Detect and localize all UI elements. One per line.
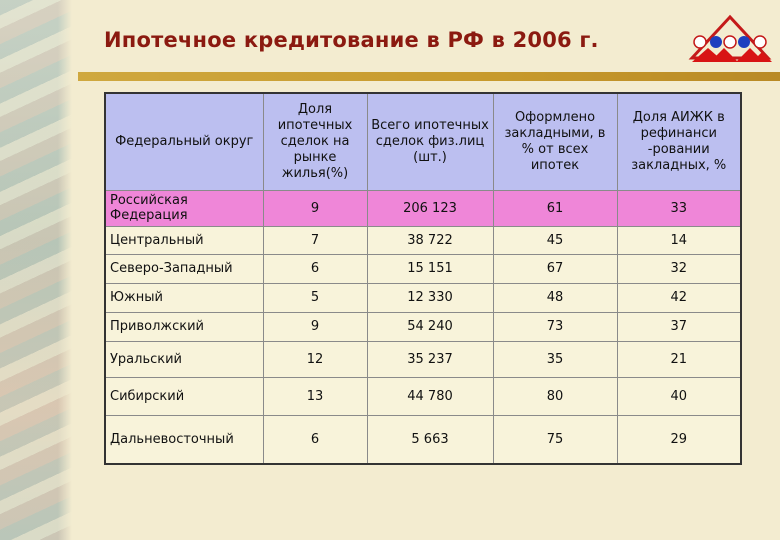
cell-aizhk-share: 14 <box>617 226 741 254</box>
cell-mortgage-share: 13 <box>263 377 367 415</box>
cell-mortgage-share: 6 <box>263 254 367 283</box>
cell-aizhk-share: 40 <box>617 377 741 415</box>
cell-mortgage-share: 7 <box>263 226 367 254</box>
cell-total-deals: 15 151 <box>367 254 493 283</box>
header-aizhk-refinancing-share: Доля АИЖК в рефинанси -ровании закладных, % <box>617 93 741 190</box>
house-figures-logo-icon <box>684 14 776 64</box>
table-row <box>105 226 741 254</box>
cell-district: Дальневосточный <box>105 415 263 464</box>
cell-district: Центральный <box>105 226 263 254</box>
cell-bonds-share: 61 <box>493 190 617 226</box>
cell-aizhk-share: 42 <box>617 283 741 312</box>
cell-district: Приволжский <box>105 312 263 341</box>
cell-aizhk-share: 32 <box>617 254 741 283</box>
header-mortgage-share: Доля ипотечных сделок на рынке жилья(%) <box>263 93 367 190</box>
decorative-banknote-strip <box>0 0 72 540</box>
slide-title: Ипотечное кредитование в РФ в 2006 г. <box>104 28 599 52</box>
cell-mortgage-share: 9 <box>263 312 367 341</box>
cell-bonds-share: 48 <box>493 283 617 312</box>
cell-mortgage-share: 5 <box>263 283 367 312</box>
cell-total-deals: 5 663 <box>367 415 493 464</box>
table-row <box>105 190 741 226</box>
cell-total-deals: 12 330 <box>367 283 493 312</box>
table-row <box>105 254 741 283</box>
cell-total-deals: 206 123 <box>367 190 493 226</box>
cell-aizhk-share: 21 <box>617 341 741 377</box>
cell-bonds-share: 67 <box>493 254 617 283</box>
cell-district: Уральский <box>105 341 263 377</box>
cell-mortgage-share: 12 <box>263 341 367 377</box>
cell-bonds-share: 75 <box>493 415 617 464</box>
table-row <box>105 415 741 464</box>
cell-district: Южный <box>105 283 263 312</box>
cell-bonds-share: 35 <box>493 341 617 377</box>
table-row <box>105 283 741 312</box>
cell-total-deals: 35 237 <box>367 341 493 377</box>
table-header-row <box>105 93 741 190</box>
table-row <box>105 312 741 341</box>
cell-bonds-share: 45 <box>493 226 617 254</box>
cell-bonds-share: 80 <box>493 377 617 415</box>
cell-district: Северо-Западный <box>105 254 263 283</box>
cell-total-deals: 38 722 <box>367 226 493 254</box>
mortgage-statistics-table <box>104 92 742 465</box>
table-row <box>105 341 741 377</box>
header-federal-district: Федеральный округ <box>105 93 263 190</box>
cell-bonds-share: 73 <box>493 312 617 341</box>
cell-total-deals: 44 780 <box>367 377 493 415</box>
cell-aizhk-share: 33 <box>617 190 741 226</box>
cell-mortgage-share: 9 <box>263 190 367 226</box>
header-mortgage-bonds-share: Оформлено закладными, в % от всех ипотек <box>493 93 617 190</box>
cell-aizhk-share: 37 <box>617 312 741 341</box>
cell-district: Сибирский <box>105 377 263 415</box>
table-row <box>105 377 741 415</box>
title-divider <box>78 72 780 81</box>
cell-total-deals: 54 240 <box>367 312 493 341</box>
cell-aizhk-share: 29 <box>617 415 741 464</box>
header-total-deals: Всего ипотечных сделок физ.лиц (шт.) <box>367 93 493 190</box>
cell-district: Российская Федерация <box>105 190 263 226</box>
cell-mortgage-share: 6 <box>263 415 367 464</box>
